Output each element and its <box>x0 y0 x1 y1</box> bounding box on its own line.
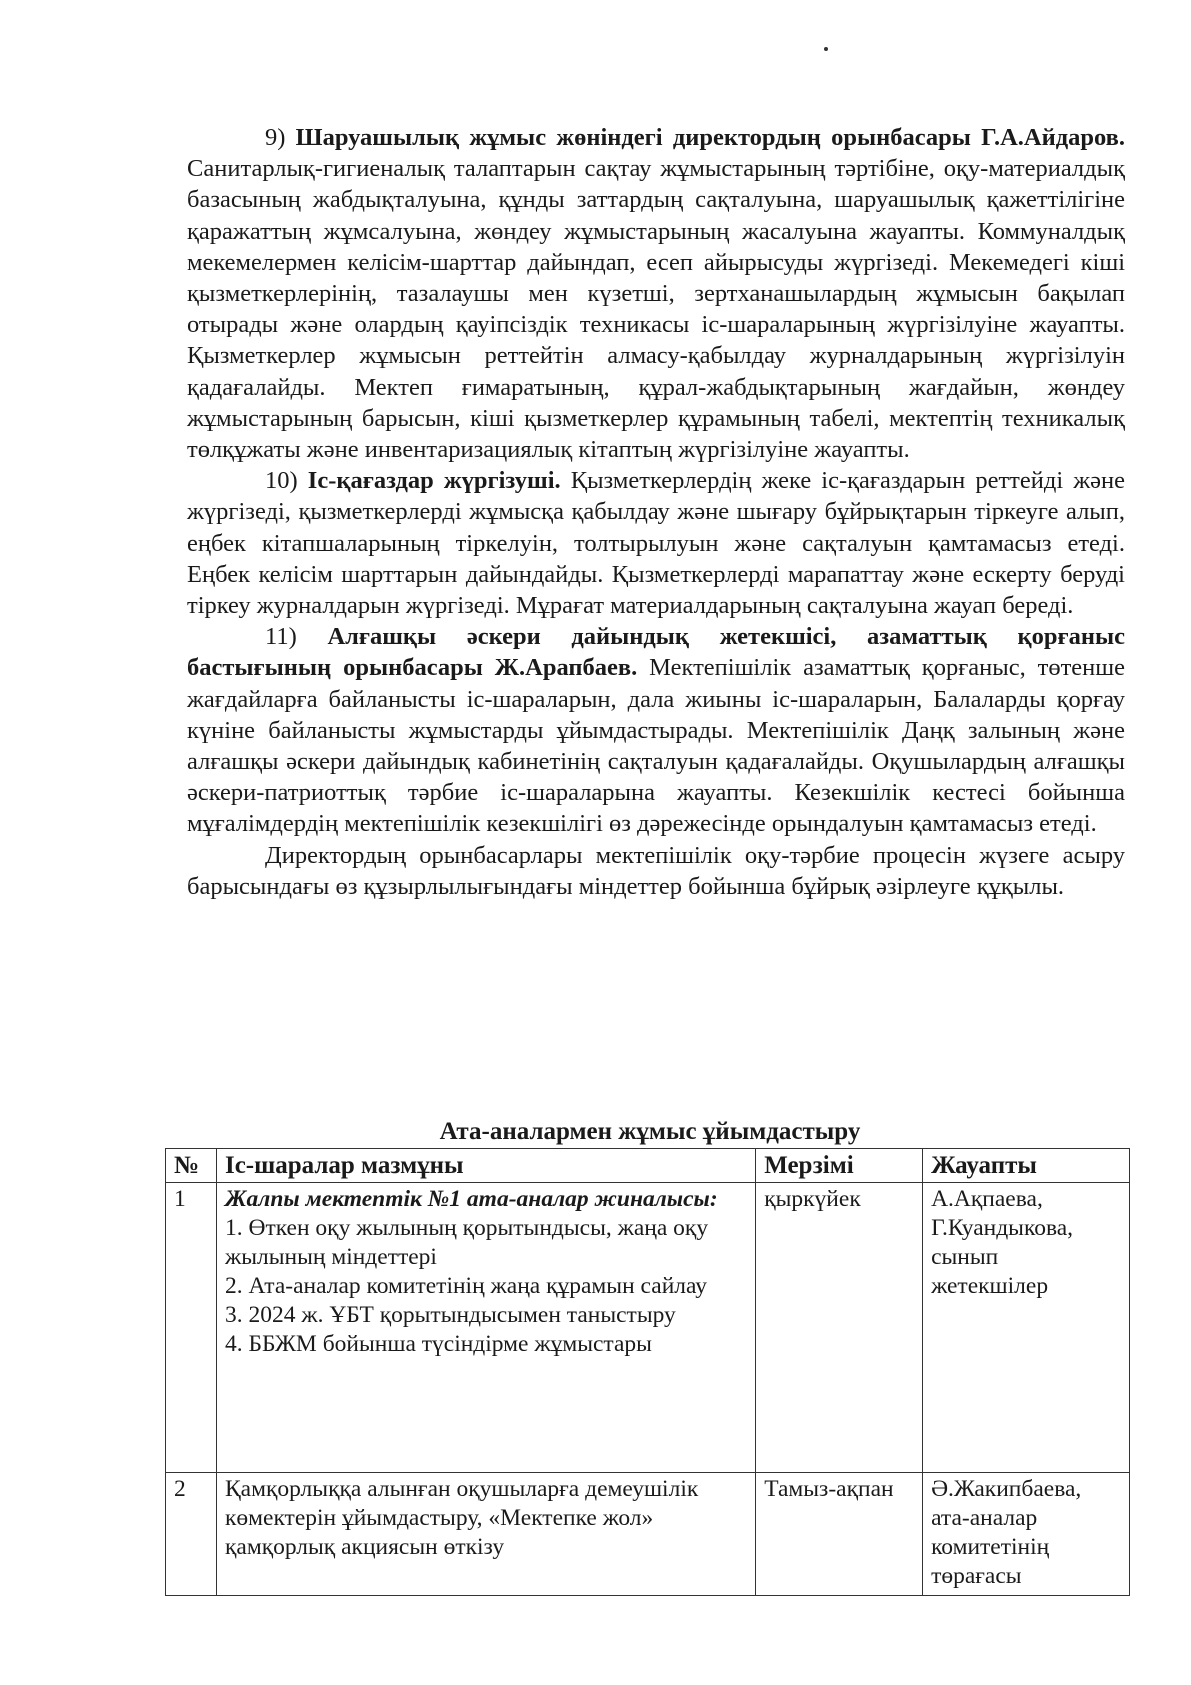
paragraph-10 <box>187 465 1125 621</box>
closing-paragraph: Директордың орынбасарлары мектепішілік оқу-тәрбие процесін жүзеге асыру барысындағы өз құзырлылығындағы міндеттер бойынша бұйрық әзірлеуге құқылы. <box>187 841 1125 900</box>
row-date: қыркүйек <box>756 1183 923 1473</box>
row-title: Жалпы мектептік №1 ата-аналар жиналысы: <box>224 1186 718 1212</box>
responsible-line: комитетінің <box>931 1534 1050 1560</box>
paragraph-text: Қызметкерлердің жеке іс-қағаздарын реттейді және жүргізеді, қызметкерлерді жұмысқа қабылдау және шығару бұйрықтарын тіркеуге алып, еңбек кітапшаларының тіркелуін, толтырылуын және сақталуын қамтамасыз етеді. Еңбек келісім шарттарын дайындайды. Қызметкерлерді марапаттау және ескерту беруді тіркеу журналдарын жүргізеді. Мұрағат материалдарының сақталуына жауап береді. <box>187 467 1126 620</box>
table-row <box>166 1473 1130 1596</box>
responsible-line: жетекшілер <box>931 1273 1049 1299</box>
header-date: Мерзімі <box>756 1149 923 1183</box>
parents-work-table <box>165 1148 1130 1596</box>
paragraph-9 <box>187 122 1125 465</box>
responsible-line: сынып <box>931 1244 999 1270</box>
row-item: 4. ББЖМ бойынша түсіндірме жұмыстары <box>224 1331 652 1357</box>
row-number: 1 <box>166 1183 217 1473</box>
responsible-line: А.Ақпаева, <box>931 1186 1043 1212</box>
row-content <box>216 1473 755 1596</box>
responsible-line: Ә.Жакипбаева, <box>931 1476 1082 1502</box>
paragraph-text: Мектепішілік азаматтық қорғаныс, төтенше жағдайларға байланысты іс-шараларын, дала жиыны іс-шараларын, Балаларды қорғау күніне байланысты жұмыстарды ұйымдастырады. Мектепішілік Даңқ залының және алғашқы әскери дайындық кабинетінің сақталуын қадағалайды. Оқушылардың алғашқы әскери-патриоттық тәрбие іс-шараларына жауапты. Кезекшілік кестесі бойынша мұғалімдердің мектепішілік кезекшілігі өз дәрежесінде орындалуын қамтамасыз етеді. <box>187 654 1125 838</box>
paragraph-number: 10) <box>265 467 298 495</box>
scan-speck <box>824 47 828 51</box>
row-item: 1. Өткен оқу жылының қорытындысы, жаңа оқу жылының міндеттері <box>224 1215 709 1270</box>
row-responsible <box>923 1473 1130 1596</box>
paragraph-number: 11) <box>265 623 297 651</box>
table-header-row <box>166 1149 1130 1183</box>
document-body <box>187 122 1125 902</box>
paragraph-heading: Шаруашылық жұмыс жөніндегі директордың орынбасары Г.А.Айдаров. <box>295 124 1125 151</box>
responsible-line: Г.Куандыкова, <box>931 1215 1074 1241</box>
table-row <box>166 1183 1130 1473</box>
responsible-line: ата-аналар <box>931 1505 1038 1531</box>
header-number: № <box>166 1149 217 1183</box>
responsible-line: төрағасы <box>931 1563 1022 1589</box>
row-responsible <box>923 1183 1130 1473</box>
paragraph-11 <box>187 621 1125 839</box>
table-title: Ата-аналармен жұмыс ұйымдастыру <box>439 1118 861 1145</box>
paragraph-heading: Алғашқы әскери дайындық жетекшісі, азаматтық қорғаныс бастығының орынбасары Ж.Арапбаев. <box>187 623 1126 682</box>
row-content <box>216 1183 755 1473</box>
header-responsible: Жауапты <box>923 1149 1130 1183</box>
row-item: Қамқорлыққа алынған оқушыларға демеушілік көмектерін ұйымдастыру, «Мектепке жол» қамқорлық акциясын өткізу <box>224 1476 699 1560</box>
paragraph-text: Санитарлық-гигиеналық талаптарын сақтау жұмыстарының тәртібіне, оқу-материалдық базасының жабдықталуына, құнды заттардың сақталуына, шаруашылық қажеттілігіне қаражаттың жұмсалуына, жөндеу жұмыстарының жасалуына жауапты. Коммуналдық мекемелермен келісім-шарттар дайындап, есеп айырысуды жүргізеді. Мекемедегі кіші қызметкерлерінің, тазалаушы мен күзетші, зертханашылардың жұмысын бақылап отырады және олардың қауіпсіздік техникасы іс-шараларының жүргізілуіне жауапты. Қызметкерлер жұмысын реттейтін алмасу-қабылдау журналдарының жүргізілуін қадағалайды. Мектеп ғимаратының, құрал-жабдықтарының жағдайын, жөндеу жұмыстарының барысын, кіші қызметкерлер құрамының табелі, мектептің техникалық төлқұжаты және инвентаризациялық кітаптың жүргізілуіне жауапты. <box>187 155 1125 464</box>
row-date: Тамыз-ақпан <box>756 1473 923 1596</box>
row-number: 2 <box>166 1473 217 1596</box>
paragraph-number: 9) <box>265 124 286 151</box>
paragraph-heading: Іс-қағаздар жүргізуші. <box>307 467 561 495</box>
header-content: Іс-шаралар мазмұны <box>216 1149 755 1183</box>
row-item: 3. 2024 ж. ҰБТ қорытындысымен таныстыру <box>224 1302 676 1328</box>
row-item: 2. Ата-аналар комитетінің жаңа құрамын сайлау <box>224 1273 707 1299</box>
